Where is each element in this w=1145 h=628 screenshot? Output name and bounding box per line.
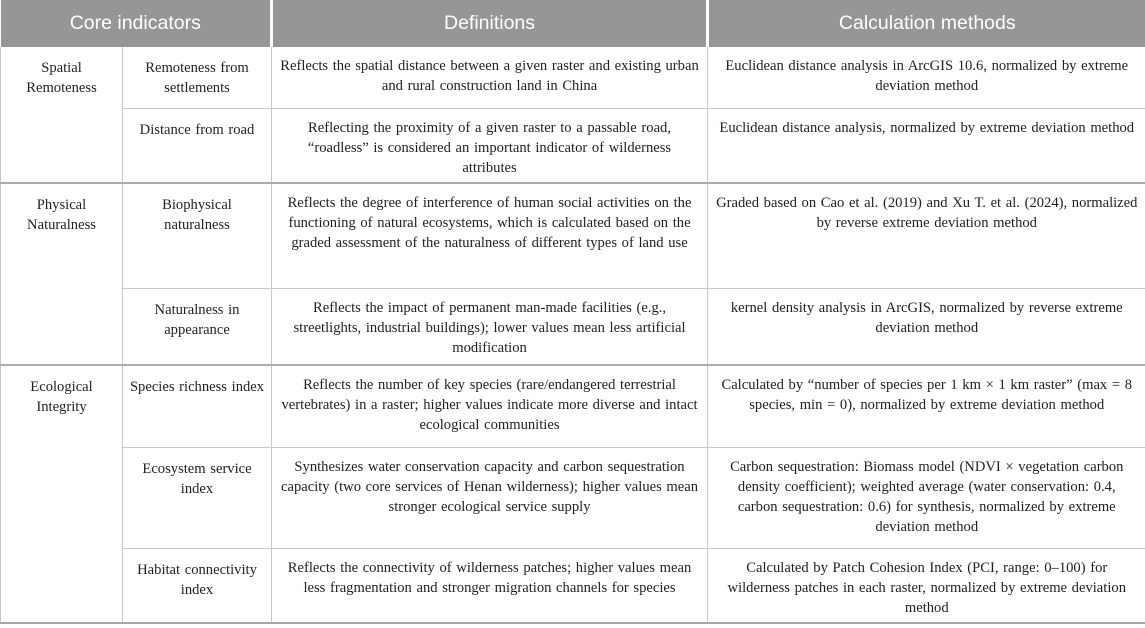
definition-cell: Reflects the connectivity of wilderness patches; higher values mean less fragmentation and stronger migration channels for species [272,548,708,623]
header-definitions: Definitions [272,0,708,47]
definition-cell: Reflects the degree of interference of human social activities on the functioning of natural ecosystems, which is calculated based on the graded assessment of the naturalness of different types of land use [272,183,708,288]
table-row [1,47,1145,108]
indicator-cell: Distance from road [123,108,272,183]
table-header [1,0,1145,47]
definition-cell: Reflects the number of key species (rare/endangered terrestrial vertebrates) in a raster; higher values indicate more diverse and intact ecological communities [272,365,708,447]
calculation-cell: Euclidean distance analysis, normalized by extreme deviation method [708,108,1145,183]
table-row [1,183,1145,288]
table-row [1,548,1145,623]
definition-cell: Reflects the spatial distance between a given raster and existing urban and rural construction land in China [272,47,708,108]
calculation-cell: Euclidean distance analysis in ArcGIS 10.6, normalized by extreme deviation method [708,47,1145,108]
indicator-cell: Ecosystem service index [123,447,272,548]
calculation-cell: Graded based on Cao et al. (2019) and Xu T. et al. (2024), normalized by reverse extreme deviation method [708,183,1145,288]
indicator-cell: Species richness index [123,365,272,447]
calculation-cell: Carbon sequestration: Biomass model (NDVI × vegetation carbon density coefficient); weighted average (water conservation: 0.4, carbon sequestration: 0.6) for synthesis, normalized by extreme deviation method [708,447,1145,548]
header-calculation-methods: Calculation methods [708,0,1145,47]
table-row [1,365,1145,447]
definition-cell: Synthesizes water conservation capacity and carbon sequestration capacity (two core services of Henan wilderness); higher values mean stronger ecological service supply [272,447,708,548]
category-cell: Ecological Integrity [1,365,123,623]
category-cell: Physical Naturalness [1,183,123,365]
indicator-cell: Habitat connectivity index [123,548,272,623]
definition-cell: Reflects the impact of permanent man-made facilities (e.g., streetlights, industrial buildings); lower values mean less artificial modification [272,288,708,365]
table-row [1,288,1145,365]
category-cell: Spatial Remoteness [1,47,123,183]
indicator-cell: Biophysical naturalness [123,183,272,288]
calculation-cell: Calculated by Patch Cohesion Index (PCI, range: 0–100) for wilderness patches in each raster, normalized by extreme deviation method [708,548,1145,623]
table-row [1,447,1145,548]
calculation-cell: Calculated by “number of species per 1 km × 1 km raster” (max = 8 species, min = 0), normalized by extreme deviation method [708,365,1145,447]
indicator-cell: Naturalness in appearance [123,288,272,365]
header-row [1,0,1145,47]
table-body [1,47,1145,623]
calculation-cell: kernel density analysis in ArcGIS, normalized by reverse extreme deviation method [708,288,1145,365]
table-row [1,108,1145,183]
header-core-indicators: Core indicators [1,0,272,47]
definition-cell: Reflecting the proximity of a given raster to a passable road, “roadless” is considered an important indicator of wilderness attributes [272,108,708,183]
indicator-cell: Remoteness from settlements [123,47,272,108]
